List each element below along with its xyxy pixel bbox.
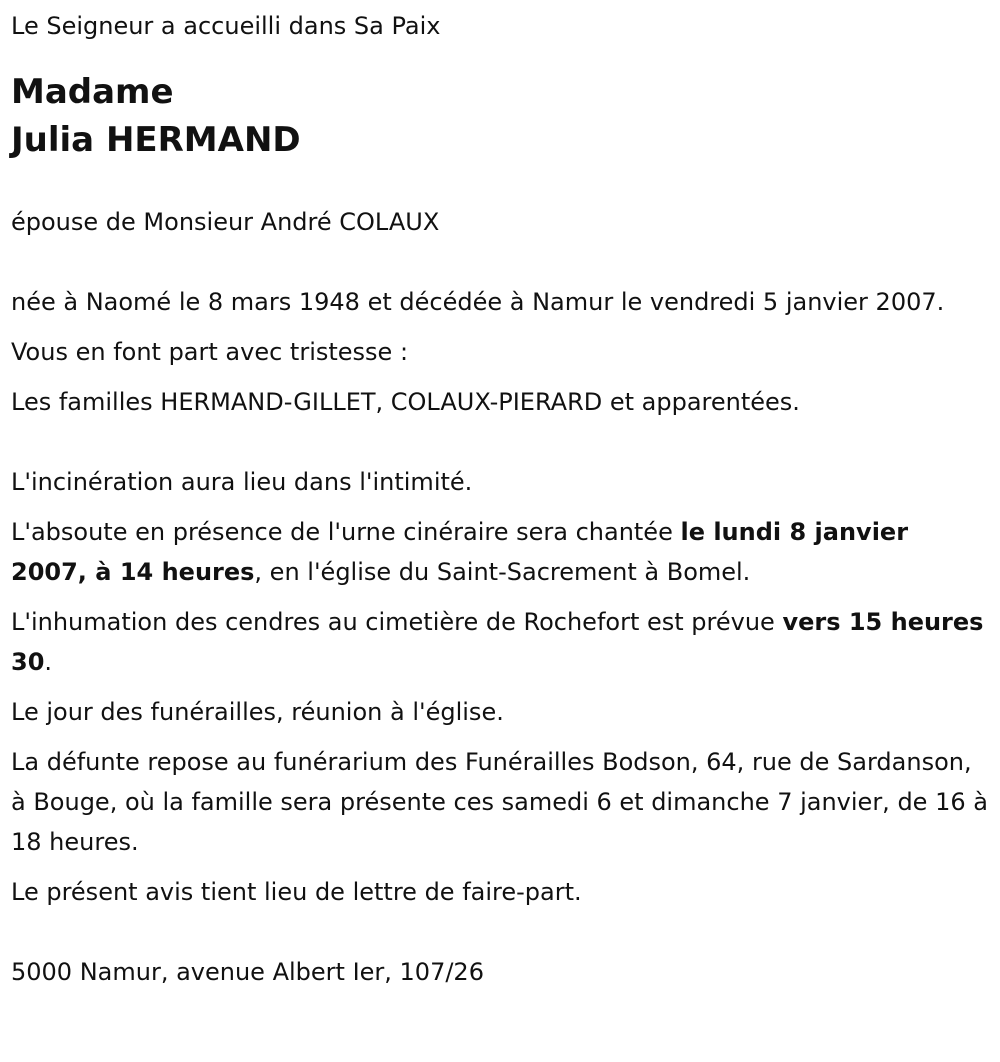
inhumation-end: . bbox=[44, 648, 53, 676]
spouse-line: épouse de Monsieur André COLAUX bbox=[11, 208, 440, 236]
absoute-date: le lundi 8 janvier 2007, à 14 heures bbox=[11, 518, 909, 586]
incineration-line: L'incinération aura lieu dans l'intimité. bbox=[11, 468, 473, 496]
absoute-line bbox=[11, 512, 991, 592]
faire-part-line: Le présent avis tient lieu de lettre de faire-part. bbox=[11, 878, 582, 906]
intro-line: Le Seigneur a accueilli dans Sa Paix bbox=[11, 12, 441, 40]
address-line: 5000 Namur, avenue Albert Ier, 107/26 bbox=[11, 958, 484, 986]
families-line: Les familles HERMAND-GILLET, COLAUX-PIERARD et apparentées. bbox=[11, 388, 800, 416]
deceased-name: Julia HERMAND bbox=[11, 120, 301, 160]
inhumation-line bbox=[11, 602, 991, 682]
deceased-name-block bbox=[11, 68, 991, 164]
inhumation-time: vers 15 heures 30 bbox=[11, 608, 984, 676]
announcement-intro: Vous en font part avec tristesse : bbox=[11, 338, 409, 366]
deceased-title: Madame bbox=[11, 72, 174, 112]
birth-death-line: née à Naomé le 8 mars 1948 et décédée à Namur le vendredi 5 janvier 2007. bbox=[11, 288, 945, 316]
absoute-location: , en l'église du Saint-Sacrement à Bomel. bbox=[254, 558, 751, 586]
reunion-line: Le jour des funérailles, réunion à l'église. bbox=[11, 698, 504, 726]
death-notice bbox=[11, 6, 991, 992]
absoute-text: L'absoute en présence de l'urne cinéraire sera chantée bbox=[11, 518, 681, 546]
repose-line: La défunte repose au funérarium des Funérailles Bodson, 64, rue de Sardanson, à Bouge, où la famille sera présente ces samedi 6 et dimanche 7 janvier, de 16 à 18 heures. bbox=[11, 748, 988, 856]
inhumation-text: L'inhumation des cendres au cimetière de Rochefort est prévue bbox=[11, 608, 783, 636]
